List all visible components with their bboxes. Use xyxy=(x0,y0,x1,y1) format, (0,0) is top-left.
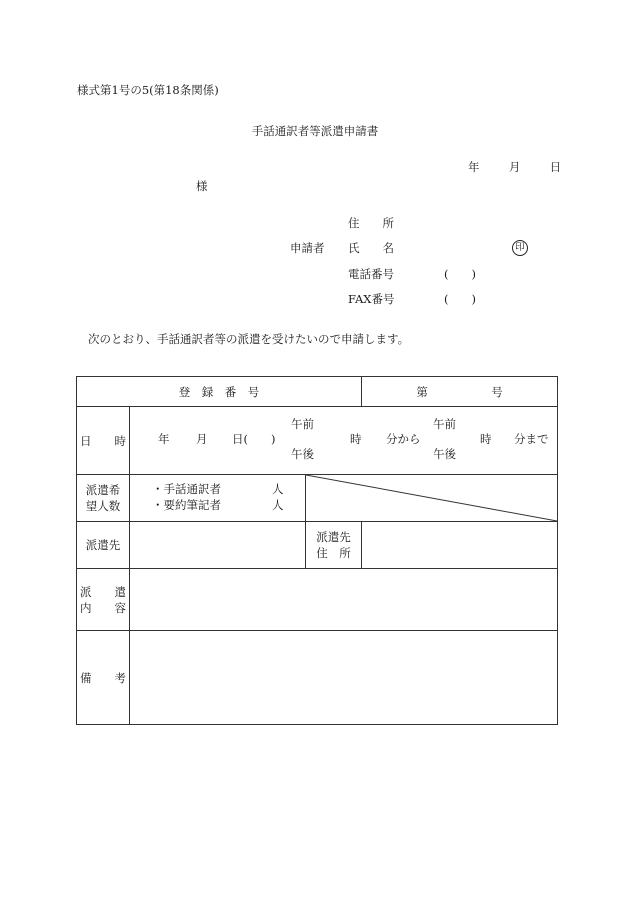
date-day-label: 日 xyxy=(549,160,562,174)
remarks-label xyxy=(77,631,130,725)
phone-parentheses: ( ) xyxy=(444,267,476,281)
dispatch-content-field[interactable] xyxy=(130,569,558,631)
dt-hour-start: 時 xyxy=(350,432,362,446)
dispatch-count-field[interactable] xyxy=(130,475,306,522)
destination-address-label xyxy=(306,522,362,569)
address-label: 住 所 xyxy=(348,216,394,230)
dt-am-start: 午前 xyxy=(291,417,314,431)
fax-parentheses: ( ) xyxy=(444,292,476,306)
dest-address-l1: 派遣先 xyxy=(316,530,351,544)
datetime-label-text: 日 時 xyxy=(80,433,126,448)
scribe-unit: 人 xyxy=(272,498,284,512)
destination-address-field[interactable] xyxy=(362,522,558,569)
scribe-label: ・要約筆記者 xyxy=(152,498,221,512)
applicant-label: 申請者 xyxy=(290,241,325,255)
dispatch-count-label-l2: 望人数 xyxy=(85,499,121,513)
date-year-label: 年 xyxy=(468,160,480,174)
interpreter-unit: 人 xyxy=(272,482,284,496)
remarks-label-text: 備 考 xyxy=(80,670,126,685)
content-label-l2: 内 容 xyxy=(80,600,126,615)
void-cell xyxy=(306,475,558,522)
diagonal-strike xyxy=(306,475,557,521)
reg-prefix: 第 xyxy=(416,384,428,399)
registration-number-text: 登 録 番 号 xyxy=(178,384,260,399)
destination-label xyxy=(77,522,130,569)
dt-hour-end: 時 xyxy=(480,432,492,446)
date-month-label: 月 xyxy=(508,160,521,174)
dest-address-l2: 住 所 xyxy=(316,546,351,560)
dispatch-count-label-l1: 派遣希 xyxy=(85,483,121,497)
destination-field[interactable] xyxy=(130,522,306,569)
document-title: 手話通訳者等派遣申請書 xyxy=(251,124,379,138)
content-label-l1: 派 遣 xyxy=(80,584,126,599)
application-table xyxy=(76,376,558,725)
phone-label: 電話番号 xyxy=(348,267,394,281)
dt-min-from: 分から xyxy=(386,432,421,446)
registration-number-field[interactable] xyxy=(362,377,558,407)
reg-suffix: 号 xyxy=(491,384,503,399)
name-label: 氏 名 xyxy=(348,241,394,255)
destination-label-text: 派遣先 xyxy=(85,538,121,552)
registration-number-label xyxy=(77,377,362,407)
dt-pm-start: 午後 xyxy=(291,447,314,461)
dt-year: 年 xyxy=(158,432,170,446)
interpreter-label: ・手話通訳者 xyxy=(152,482,221,496)
dispatch-content-label xyxy=(77,569,130,631)
dispatch-count-label xyxy=(77,475,130,522)
form-number: 様式第1号の5(第18条関係) xyxy=(77,83,219,97)
request-statement: 次のとおり、手話通訳者等の派遣を受けたいので申請します。 xyxy=(88,332,410,346)
datetime-label xyxy=(77,407,130,475)
dt-day: 日( ) xyxy=(232,432,276,446)
date-line xyxy=(468,162,561,174)
dt-month: 月 xyxy=(196,432,208,446)
dt-am-end: 午前 xyxy=(433,417,456,431)
remarks-field[interactable] xyxy=(130,631,558,725)
dt-min-to: 分まで xyxy=(514,432,549,446)
datetime-field[interactable] xyxy=(130,407,558,475)
fax-label: FAX番号 xyxy=(348,292,395,306)
addressee-suffix: 様 xyxy=(196,179,208,193)
dt-pm-end: 午後 xyxy=(433,447,456,461)
seal-mark: 印 xyxy=(512,240,528,256)
